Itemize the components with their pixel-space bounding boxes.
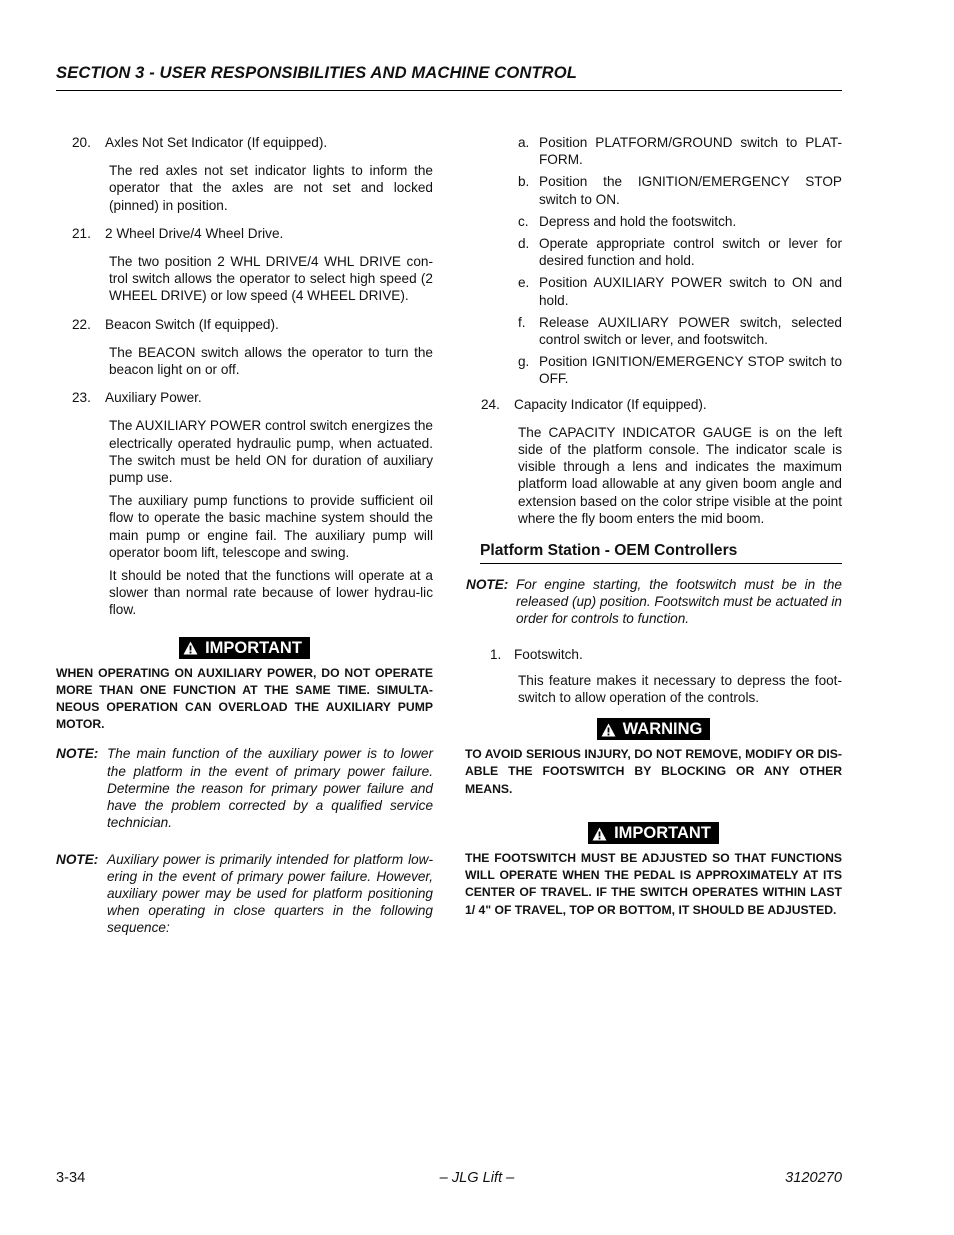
- step-letter: e.: [518, 275, 530, 291]
- item-title: Axles Not Set Indicator (If equipped).: [105, 135, 328, 150]
- sequence-step: [465, 274, 842, 308]
- item-number: 24.: [481, 396, 500, 412]
- section-heading: Platform Station - OEM Controllers: [480, 541, 842, 564]
- sequence-step: [465, 314, 842, 348]
- important-badge: [179, 637, 310, 659]
- important-badge-wrap: [465, 822, 842, 844]
- step-letter: a.: [518, 135, 530, 150]
- item-paragraph: The red axles not set indicator lights to inform the operator that the axles are not set and locked (pinned) in position.: [109, 163, 433, 213]
- warning-text: TO AVOID SERIOUS INJURY, DO NOT REMOVE, MODIFY OR DIS-ABLE THE FOOTSWITCH BY BLOCKING OR ANY OTHER MEANS.: [465, 747, 842, 796]
- item-number: 21.: [72, 225, 91, 241]
- warning-triangle-icon: [183, 641, 198, 655]
- note-label: NOTE:: [56, 851, 99, 867]
- item-number: 20.: [72, 135, 91, 150]
- step-letter: d.: [518, 236, 530, 252]
- page-number: 3-34: [56, 1170, 86, 1186]
- warning-triangle-icon: [592, 827, 607, 841]
- item-paragraph: It should be noted that the functions will operate at a slower than normal rate because of lower hydrau-lic flow.: [109, 568, 433, 618]
- note-block: [56, 851, 433, 937]
- step-text: Position PLATFORM/GROUND switch to PLAT-FORM.: [539, 135, 842, 168]
- important-badge: [588, 822, 719, 844]
- note-label: NOTE:: [466, 577, 509, 593]
- note-block: [465, 576, 842, 628]
- item-paragraph: The CAPACITY INDICATOR GAUGE is on the left side of the platform console. The indicator scale is visible through a lens and indicates the maximum platform load allowable at any given boom angle and extension based on the color stripe visible at the point where the fly boom enters the mid boom.: [518, 424, 842, 526]
- step-text: Depress and hold the footswitch.: [539, 213, 737, 229]
- item-paragraph: The AUXILIARY POWER control switch energizes the electrically operated hydraulic pump, when actuated. The switch must be held ON for duration of auxiliary pump use.: [109, 418, 433, 486]
- document-number: 3120270: [785, 1170, 842, 1186]
- list-item-22: [56, 316, 433, 333]
- note-text: For engine starting, the footswitch must be in the released (up) position. Footswitch must be actuated in order for controls to function.: [516, 577, 842, 627]
- item-title: Beacon Switch (If equipped).: [105, 316, 279, 332]
- left-column: [56, 134, 433, 937]
- right-column: [465, 134, 842, 919]
- sequence-step: [465, 134, 842, 168]
- step-text: Operate appropriate control switch or lever for desired function and hold.: [539, 236, 842, 269]
- item-number: 22.: [72, 316, 91, 332]
- list-item-23: [56, 389, 433, 406]
- important-text: THE FOOTSWITCH MUST BE ADJUSTED SO THAT FUNCTIONS WILL OPERATE WHEN THE PEDAL IS APPROXIMATELY AT ITS CENTER OF TRAVEL. IF THE SWITCH OPERATES WITHIN LAST 1/ 4" OF TRAVEL, TOP OR BOTTOM, IT SHOULD BE ADJUSTED.: [465, 850, 842, 917]
- warning-label: WARNING: [622, 720, 703, 739]
- item-number: 1.: [490, 646, 502, 662]
- important-label: IMPORTANT: [614, 823, 711, 842]
- sequence-step: [465, 173, 842, 207]
- item-title: Capacity Indicator (If equipped).: [514, 396, 707, 412]
- item-title: 2 Wheel Drive/4 Wheel Drive.: [105, 225, 284, 241]
- item-paragraph: The two position 2 WHL DRIVE/4 WHL DRIVE con-trol switch allows the operator to select high speed (2 WHEEL DRIVE) or low speed (4 WHEEL DRIVE).: [109, 254, 433, 304]
- step-text: Position AUXILIARY POWER switch to ON and hold.: [539, 275, 842, 308]
- step-text: Release AUXILIARY POWER switch, selected control switch or lever, and footswitch.: [539, 314, 842, 348]
- footer-center: – JLG Lift –: [439, 1170, 515, 1186]
- step-text: Position the IGNITION/EMERGENCY STOP switch to ON.: [539, 174, 842, 207]
- sequence-step: [465, 235, 842, 269]
- list-item-24: [465, 396, 842, 413]
- item-title: Footswitch.: [514, 646, 583, 662]
- sequence-step: [465, 213, 842, 230]
- important-label: IMPORTANT: [205, 638, 302, 657]
- warning-badge: [597, 718, 711, 740]
- note-block: [56, 745, 433, 831]
- item-paragraph: The BEACON switch allows the operator to turn the beacon light on or off.: [109, 344, 433, 378]
- item-paragraph: The auxiliary pump functions to provide sufficient oil flow to operate the basic machine system should the main pump or engine fail. The auxiliary pump will operator boom lift, telescope and swing.: [109, 493, 433, 560]
- list-item-20: [56, 134, 433, 151]
- list-item-1: [465, 646, 842, 663]
- step-letter: b.: [518, 174, 530, 190]
- important-text: WHEN OPERATING ON AUXILIARY POWER, DO NOT OPERATE MORE THAN ONE FUNCTION AT THE SAME TIME. SIMULTA-NEOUS OPERATION CAN OVERLOAD THE AUXILIARY PUMP MOTOR.: [56, 665, 433, 732]
- item-title: Auxiliary Power.: [105, 390, 202, 406]
- step-letter: c.: [518, 213, 529, 229]
- note-text: Auxiliary power is primarily intended for platform low-ering in the event of primary power failure. However, auxiliary power may be used for platform positioning when operating in close quarters in the following sequence:: [107, 851, 433, 936]
- warning-badge-wrap: [465, 718, 842, 740]
- warning-triangle-icon: [601, 723, 616, 737]
- note-label: NOTE:: [56, 746, 99, 762]
- step-letter: g.: [518, 354, 530, 370]
- list-item-21: [56, 225, 433, 242]
- step-text: Position IGNITION/EMERGENCY STOP switch to OFF.: [539, 354, 842, 387]
- important-badge-wrap: [56, 637, 433, 659]
- sequence-step: [465, 353, 842, 387]
- note-text: The main function of the auxiliary power is to lower the platform in the event of primary power failure. Determine the reason for primary power failure and have the problem corrected by a qualified service technician.: [107, 746, 433, 831]
- section-header: SECTION 3 - USER RESPONSIBILITIES AND MACHINE CONTROL: [56, 64, 842, 91]
- item-paragraph: This feature makes it necessary to depress the foot-switch to allow operation of the controls.: [518, 672, 842, 706]
- item-number: 23.: [72, 390, 91, 406]
- step-letter: f.: [518, 314, 526, 330]
